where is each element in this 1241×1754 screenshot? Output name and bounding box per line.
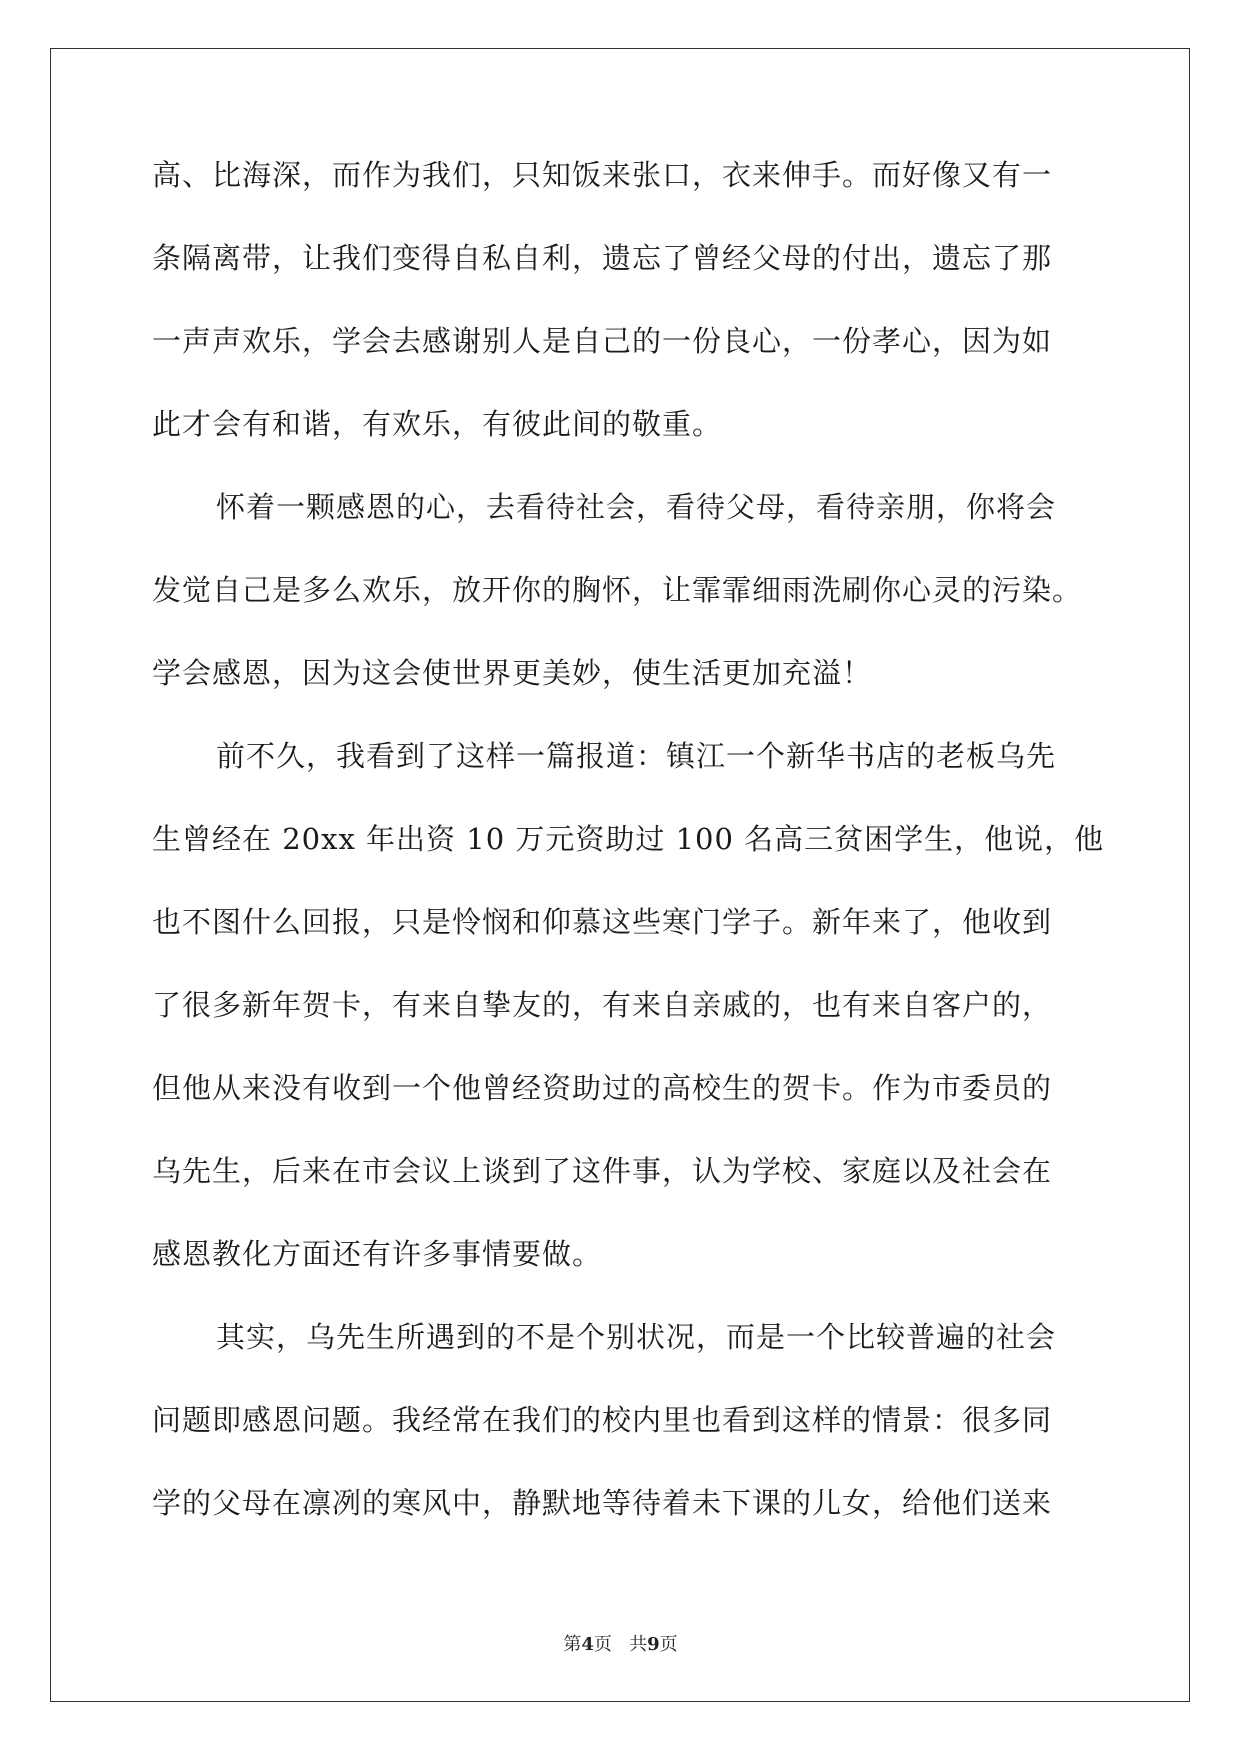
paragraph-first-line: 怀着一颗感恩的心，去看待社会，看待父母，看待亲朋，你将会	[216, 490, 1057, 524]
paragraph-first-line: 其实，乌先生所遇到的不是个别状况，而是一个比较普遍的社会	[216, 1320, 1057, 1354]
text-line: 此才会有和谐，有欢乐，有彼此间的敬重。	[152, 407, 723, 441]
text-line: 学的父母在凛冽的寒风中，静默地等待着未下课的儿女，给他们送来	[152, 1486, 1053, 1520]
text-line: 学会感恩，因为这会使世界更美妙，使生活更加充溢！	[152, 656, 873, 690]
page-suffix: 页	[593, 1634, 612, 1655]
text-line: 感恩教化方面还有许多事情要做。	[152, 1237, 603, 1271]
current-page-number: 4	[581, 1634, 594, 1655]
text-line: 但他从来没有收到一个他曾经资助过的高校生的贺卡。作为市委员的	[152, 1071, 1053, 1105]
text-line: 也不图什么回报，只是怜悯和仰慕这些寒门学子。新年来了，他收到	[152, 905, 1053, 939]
text-line: 高、比海深，而作为我们，只知饭来张口，衣来伸手。而好像又有一	[152, 158, 1053, 192]
text-line: 了很多新年贺卡，有来自挚友的，有来自亲戚的，也有来自客户的，	[152, 988, 1053, 1022]
total-pages-number: 9	[647, 1634, 660, 1655]
text-line: 生曾经在 20xx 年出资 10 万元资助过 100 名高三贫困学生，他说，他	[152, 822, 1105, 856]
page-footer	[0, 1630, 1241, 1656]
paragraph-first-line: 前不久，我看到了这样一篇报道：镇江一个新华书店的老板乌先	[216, 739, 1057, 773]
page-prefix: 第	[563, 1634, 582, 1655]
text-line: 乌先生，后来在市会议上谈到了这件事，认为学校、家庭以及社会在	[152, 1154, 1053, 1188]
total-suffix: 页	[659, 1634, 678, 1655]
text-line: 一声声欢乐，学会去感谢别人是自己的一份良心，一份孝心，因为如	[152, 324, 1053, 358]
total-prefix: 共	[629, 1634, 648, 1655]
text-line: 发觉自己是多么欢乐，放开你的胸怀，让霏霏细雨洗刷你心灵的污染。	[152, 573, 1083, 607]
text-line: 问题即感恩问题。我经常在我们的校内里也看到这样的情景：很多同	[152, 1403, 1053, 1437]
body-text	[152, 155, 1105, 1566]
text-line: 条隔离带，让我们变得自私自利，遗忘了曾经父母的付出，遗忘了那	[152, 241, 1053, 275]
